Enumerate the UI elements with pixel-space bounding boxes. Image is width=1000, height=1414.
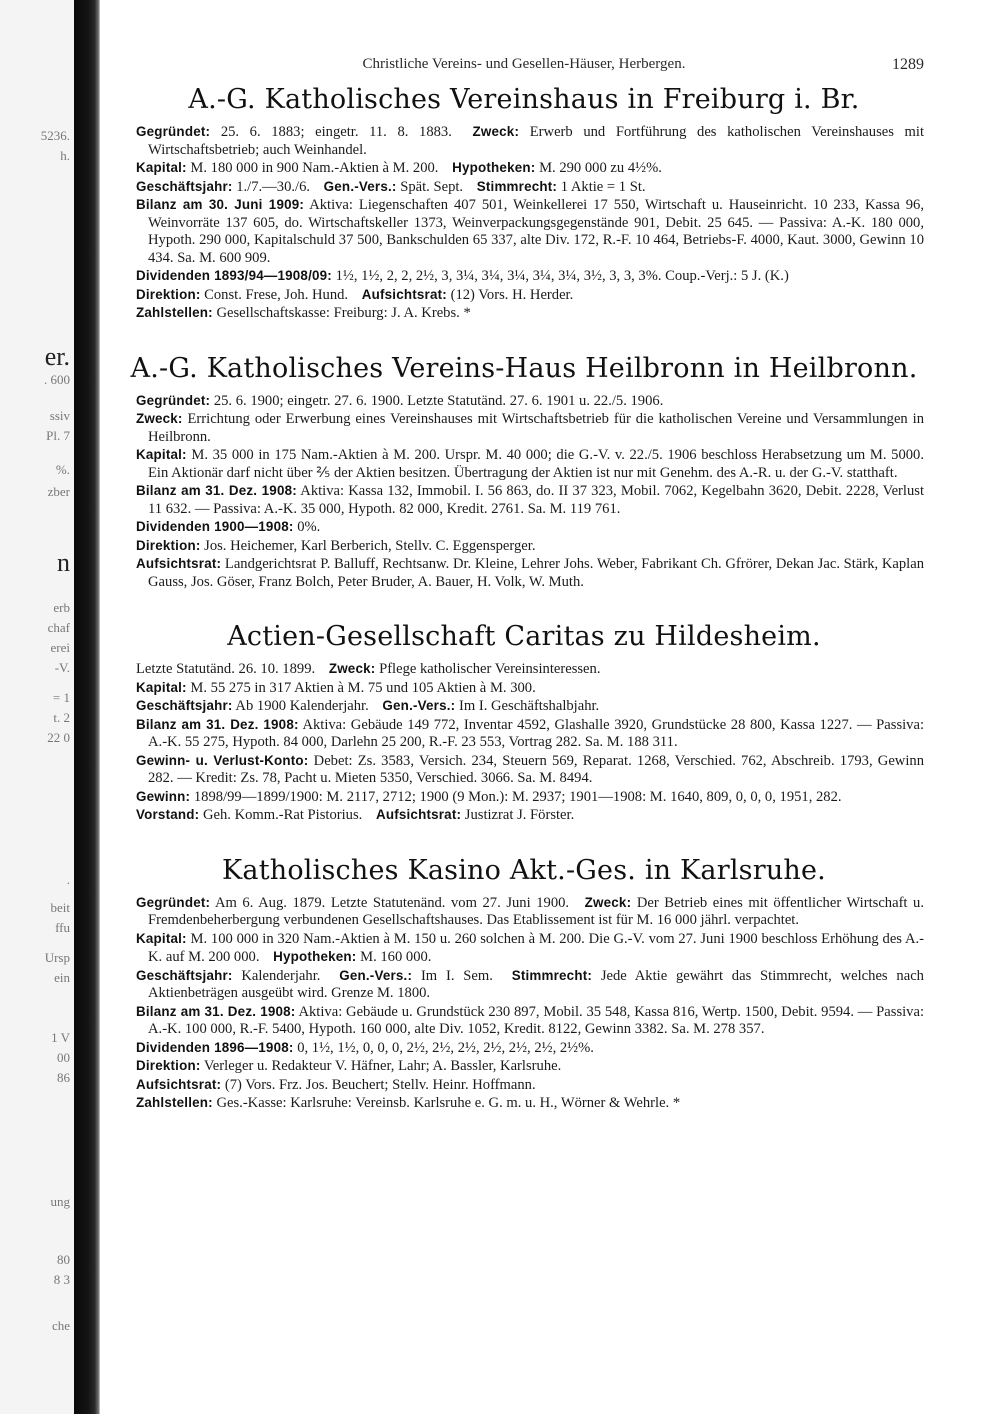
field-label: Gegründet: [136, 124, 211, 139]
facing-page-text: . [66, 872, 70, 887]
entry-paragraph [124, 1076, 924, 1095]
field-label: Zweck: [328, 661, 376, 676]
company-title: Actien-Gesellschaft Caritas zu Hildesheim. [227, 621, 821, 652]
entry-paragraph [124, 286, 924, 305]
field-text: Aktiva: Kassa 132, Immobil. I. 56 863, do. II 37 323, Mobil. 7062, Kegelbahn 3620, Debit. 2228, Verlust 11 632. — Passiva: A.-K. 35 000, Hypoth. 82 000, Kredit. 2761. Sa. M. 119 761. [148, 483, 925, 517]
entry-paragraph [124, 660, 924, 679]
field-text: Aktiva: Gebäude u. Grundstück 230 897, Mobil. 35 548, Kassa 816, Wertp. 1500, Debit. 9594. — Passiva: A.-K. 100 000, R.-F. 5400, Hypoth. 160 000, alte Div. 1052, Kredit. 8122, Gewinn 3382. Sa. M. 278 357. [148, 1003, 925, 1037]
field-label: Zahlstellen: [136, 305, 213, 320]
entry-paragraph [124, 679, 924, 698]
field-text: Aktiva: Liegenschaften 407 501, Weinkellerei 17 550, Wirtschaft u. Hauseinricht. 10 233, Kassa 96, Weinvorräte 137 605, do. Wirtschaftskeller 1373, Weinverpackungsgegenstände 901, Debit. 25 645. — Passiva: A.-K. 180 000, Hypoth. 290 000, Kapitalschuld 37 500, Bankschulden 65 337, alte Div. 172, R.-F. 10 464, Betriebs-F. 4000, Kaut. 3000, Gewinn 10 434. Sa. M. 600 909. [148, 197, 924, 266]
facing-page-text: ung [50, 1194, 70, 1209]
entries [124, 84, 924, 1113]
field-text: M. 290 000 zu 4½%. [539, 160, 662, 176]
entry-paragraph [124, 178, 924, 197]
company-entry [124, 353, 924, 592]
company-entry [124, 621, 924, 825]
field-label: Bilanz am 30. Juni 1909: [136, 197, 305, 212]
facing-page-text: t. 2 [53, 710, 70, 725]
field-text: Jos. Heichemer, Karl Berberich, Stellv. C. Eggensperger. [204, 537, 536, 554]
field-text: Letzte Statutänd. 26. 10. 1899. [136, 661, 316, 677]
field-text: Im I. Geschäftshalbjahr. [458, 698, 600, 714]
field-text: 0, 1½, 1½, 0, 0, 0, 2½, 2½, 2½, 2½, 2½, 2½, 2½%. [297, 1039, 594, 1056]
field-text: Aktiva: Gebäude 149 772, Inventar 4592, Glashalle 3920, Grundstücke 28 800, Kassa 1227. — Passiva: A.-K. 55 275, Hypoth. 84 000, Darlehn 25 200, R.-F. 23 553, Vortrag 282. Sa. M. 188 311. [148, 716, 925, 750]
running-title: Christliche Vereins- und Gesellen-Häuser, Herbergen. [362, 56, 686, 72]
field-label: Vorstand: [136, 807, 200, 822]
field-text: (12) Vors. H. Herder. [450, 286, 574, 303]
entry-paragraph [124, 410, 924, 446]
field-text: Ges.-Kasse: Karlsruhe: Vereinsb. Karlsruhe e. G. m. u. H., Wörner & Wehrle. * [216, 1095, 681, 1111]
facing-page-text: chaf [47, 620, 70, 635]
field-label: Gegründet: [136, 894, 211, 910]
entry-paragraph [124, 967, 924, 1003]
facing-page-text: erb [53, 600, 70, 615]
field-label: Hypotheken: [452, 160, 536, 175]
entry-paragraph [124, 1057, 924, 1076]
entry-paragraph [124, 518, 924, 537]
entry-paragraph [124, 930, 924, 967]
field-text: Spät. Sept. [400, 178, 464, 195]
field-label: Zweck: [472, 124, 520, 139]
facing-page-text: -V. [54, 660, 70, 675]
field-text: Verleger u. Redakteur V. Häfner, Lahr; A. Bassler, Karlsruhe. [203, 1058, 562, 1074]
entry-paragraph [124, 482, 924, 518]
entry-paragraph [124, 894, 924, 930]
field-text: Ab 1900 Kalenderjahr. [235, 698, 369, 714]
field-label: Dividenden 1893/94—1908/09: [136, 268, 332, 283]
running-head [124, 56, 924, 78]
facing-page-text: Pl. 7 [46, 428, 70, 443]
entry-paragraph [124, 1003, 924, 1039]
field-label: Aufsichtsrat: [136, 1076, 222, 1092]
field-label: Gen.-Vers.: [323, 178, 397, 194]
company-title: Katholisches Kasino Akt.-Ges. in Karlsruhe. [222, 854, 826, 886]
entry-paragraph [124, 788, 924, 807]
field-text: 1½, 1½, 2, 2, 2½, 3, 3¼, 3¼, 3¼, 3¼, 3¼, 3½, 3, 3, 3%. Coup.-Verj.: 5 J. (K.) [335, 268, 789, 284]
field-label: Hypotheken: [273, 949, 357, 964]
field-label: Direktion: [136, 286, 201, 302]
field-label: Kapital: [136, 160, 187, 175]
field-text: Erwerb und Fortführung des katholischen Vereinshauses mit Wirtschaftsbetrieb; auch Weinhandel. [148, 124, 924, 158]
field-text: 25. 6. 1900; eingetr. 27. 6. 1900. Letzte Statutänd. 27. 6. 1901 u. 22./5. 1906. [213, 392, 664, 409]
entry-paragraph [124, 537, 924, 556]
facing-page-text: 8 3 [53, 1272, 70, 1287]
field-label: Aufsichtsrat: [136, 556, 222, 571]
field-text: Debet: Zs. 3583, Versich. 234, Steuern 569, Reparat. 1268, Verschied. 762, Abschreib. 1793, Gewinn 282. — Kredit: Zs. 78, Pacht u. Mieten 5350, Verschied. 3066. Sa. M. 8494. [148, 752, 924, 786]
entry-paragraph [124, 392, 924, 411]
field-text: Am 6. Aug. 1879. Letzte Statutenänd. vom 27. Juni 1900. [214, 894, 570, 911]
entry-paragraph [124, 1039, 924, 1058]
facing-page-text: ffu [55, 920, 70, 935]
document-page [124, 56, 924, 1143]
facing-page-fragment [0, 0, 74, 1414]
field-text: Im I. Sem. [420, 967, 493, 984]
field-text: M. 55 275 in 317 Aktien à M. 75 und 105 Aktien à M. 300. [190, 679, 536, 696]
field-label: Zweck: [584, 894, 632, 910]
field-label: Stimmrecht: [511, 967, 593, 983]
page-number: 1289 [892, 56, 924, 73]
facing-page-text: = 1 [52, 690, 70, 705]
entry-paragraph [124, 1094, 924, 1113]
field-text: Landgerichtsrat P. Balluff, Rechtsanw. Dr. Kleine, Lehrer Johs. Weber, Fabrikant Ch. Gfrörer, Dekan Jac. Stärk, Kaplan Gauss, Jos. Göser, Franz Bolch, Peter Bruder, A. Bauer, H. Volk, W. Muth. [148, 556, 924, 590]
company-entry [124, 855, 924, 1113]
field-label: Gegründet: [136, 392, 211, 408]
field-label: Bilanz am 31. Dez. 1908: [136, 716, 299, 732]
field-text: Pflege katholischer Vereinsinteressen. [379, 661, 601, 677]
facing-page-text: 5236. [40, 128, 70, 143]
field-text: M. 35 000 in 175 Nam.-Aktien à M. 200. Urspr. M. 40 000; die G.-V. v. 22./5. 1906 beschloss Herabsetzung um M. 5000. Ein Aktionär darf nicht über ⅖ der Aktien besitzen. Übertragung der Aktien ist nur mit Genehm. des A.-R. u. der G.-V. statthaft. [148, 447, 924, 481]
field-text: 1 Aktie = 1 St. [560, 178, 646, 195]
field-text: 1898/99—1899/1900: M. 2117, 2712; 1900 (9 Mon.): M. 2937; 1901—1908: M. 1640, 809, 0, 0, 0, 1951, 282. [193, 788, 842, 805]
entry-paragraph [124, 752, 924, 788]
facing-page-text: %. [55, 462, 70, 477]
entry-paragraph [124, 806, 924, 825]
facing-page-text: 80 [57, 1252, 70, 1267]
field-text: M. 160 000. [360, 949, 432, 965]
entry-paragraph [124, 446, 924, 482]
field-label: Geschäftsjahr: [136, 178, 233, 194]
company-entry [124, 84, 924, 323]
field-text: Gesellschaftskasse: Freiburg: J. A. Krebs. * [216, 305, 471, 321]
field-text: (7) Vors. Frz. Jos. Beuchert; Stellv. Heinr. Hoffmann. [224, 1076, 536, 1093]
field-text: Jede Aktie gewährt das Stimmrecht, welches nach Aktienbeträgen ausgeübt wird. Grenze M. 1800. [148, 967, 924, 1001]
field-label: Gen.-Vers.: [339, 967, 413, 983]
facing-page-text: zber [47, 484, 70, 499]
field-text: 0%. [297, 519, 321, 535]
facing-page-text: 22 0 [47, 730, 70, 745]
facing-page-text: n [57, 548, 70, 577]
field-label: Stimmrecht: [476, 178, 558, 194]
book-gutter [74, 0, 100, 1414]
field-label: Gewinn: [136, 788, 191, 804]
entry-paragraph [124, 555, 924, 591]
entry-paragraph [124, 304, 924, 323]
field-label: Dividenden 1900—1908: [136, 519, 294, 534]
field-text: 1./7.—30./6. [236, 178, 311, 195]
field-label: Direktion: [136, 537, 201, 553]
field-text: Errichtung oder Erwerbung eines Vereinshauses mit Wirtschaftsbetrieb für die katholischen Vereine und Versammlungen in Heilbronn. [148, 411, 924, 445]
field-label: Direktion: [136, 1058, 201, 1073]
field-text: Const. Frese, Joh. Hund. [204, 286, 349, 303]
field-label: Kapital: [136, 447, 187, 462]
entry-paragraph [124, 159, 924, 178]
field-label: Bilanz am 31. Dez. 1908: [136, 483, 297, 498]
field-label: Kapital: [136, 930, 187, 946]
field-label: Dividenden 1896—1908: [136, 1039, 294, 1055]
entry-paragraph [124, 267, 924, 286]
field-text: Geh. Komm.-Rat Pistorius. [202, 807, 363, 823]
field-text: 25. 6. 1883; eingetr. 11. 8. 1883. [220, 124, 452, 140]
field-text: Kalenderjahr. [241, 967, 321, 984]
company-title: A.-G. Katholisches Vereins-Haus Heilbronn in Heilbronn. [130, 352, 918, 384]
field-text: Der Betrieb eines mit öffentlicher Wirtschaft u. Fremdenbeherbergung verbundenen Gesellschaftshauses. Das Etablissement ist für M. 16 000 jährl. verpachtet. [148, 894, 925, 928]
entry-paragraph [124, 123, 924, 159]
field-label: Kapital: [136, 679, 187, 695]
field-label: Geschäftsjahr: [136, 967, 233, 983]
entry-paragraph [124, 697, 924, 716]
field-text: M. 180 000 in 900 Nam.-Aktien à M. 200. [190, 160, 439, 176]
facing-page-text: 00 [57, 1050, 70, 1065]
facing-page-text: h. [60, 148, 70, 163]
field-label: Aufsichtsrat: [361, 286, 447, 302]
facing-page-text: 86 [57, 1070, 70, 1085]
company-title: A.-G. Katholisches Vereinshaus in Freiburg i. Br. [188, 84, 860, 115]
facing-page-text: ein [54, 970, 70, 985]
facing-page-text: 1 V [51, 1030, 70, 1045]
field-label: Gen.-Vers.: [382, 698, 456, 713]
facing-page-text: . 600 [44, 372, 70, 387]
field-label: Bilanz am 31. Dez. 1908: [136, 1003, 296, 1019]
facing-page-text: er. [44, 342, 70, 371]
facing-page-text: erei [50, 640, 70, 655]
facing-page-text: che [51, 1318, 70, 1333]
entry-paragraph [124, 196, 924, 267]
field-label: Zweck: [136, 411, 183, 426]
facing-page-text: beit [50, 900, 70, 915]
field-text: Justizrat J. Förster. [464, 807, 575, 823]
facing-page-text: ssiv [49, 408, 70, 423]
entry-paragraph [124, 716, 924, 752]
field-label: Zahlstellen: [136, 1095, 213, 1110]
field-label: Gewinn- u. Verlust-Konto: [136, 752, 309, 768]
facing-page-text: Ursp [44, 950, 70, 965]
field-label: Aufsichtsrat: [375, 807, 462, 822]
field-label: Geschäftsjahr: [136, 698, 233, 713]
field-text: M. 100 000 in 320 Nam.-Aktien à M. 150 u. 260 solchen à M. 200. Die G.-V. vom 27. Juni 1900 beschloss Erhöhung des A.-K. auf M. 200 000. [148, 930, 925, 965]
